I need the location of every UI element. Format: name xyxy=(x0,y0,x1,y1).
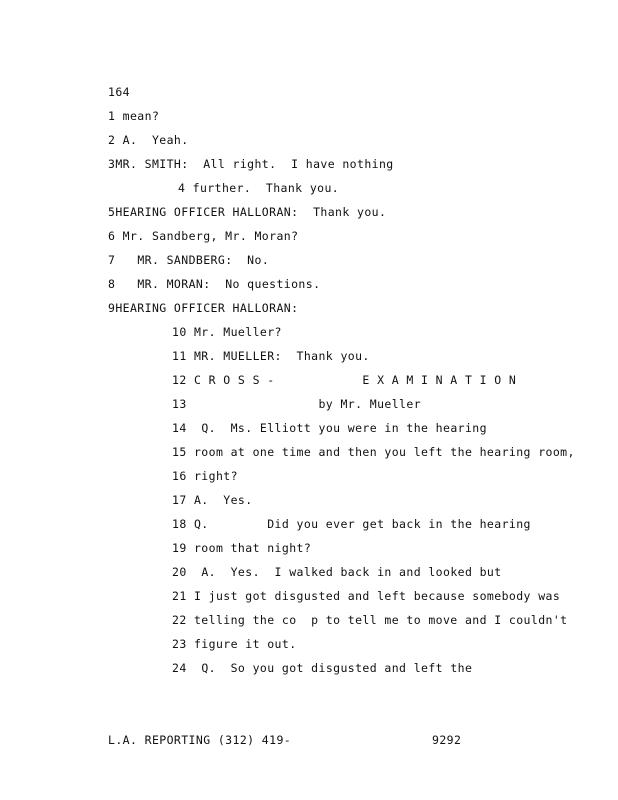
transcript-line-7: 7 MR. SANDBERG: No. xyxy=(108,253,270,267)
transcript-line-12: 12 C R O S S - E X A M I N A T I O N xyxy=(172,373,517,387)
footer-phone-suffix: 9292 xyxy=(432,733,462,747)
transcript-line-3: 3MR. SMITH: All right. I have nothing xyxy=(108,157,394,171)
transcript-line-8: 8 MR. MORAN: No questions. xyxy=(108,277,321,291)
transcript-line-9: 9HEARING OFFICER HALLORAN: xyxy=(108,301,299,315)
transcript-line-10: 10 Mr. Mueller? xyxy=(172,325,282,339)
transcript-line-16: 16 right? xyxy=(172,469,238,483)
transcript-line-19: 19 room that night? xyxy=(172,541,312,555)
transcript-line-23: 23 figure it out. xyxy=(172,637,297,651)
transcript-line-18: 18 Q. Did you ever get back in the hearing xyxy=(172,517,531,531)
transcript-line-1: 1 mean? xyxy=(108,109,160,123)
transcript-line-5: 5HEARING OFFICER HALLORAN: Thank you. xyxy=(108,205,387,219)
transcript-line-14: 14 Q. Ms. Elliott you were in the hearing xyxy=(172,421,487,435)
transcript-line-15: 15 room at one time and then you left the hearing room, xyxy=(172,445,575,459)
transcript-line-11: 11 MR. MUELLER: Thank you. xyxy=(172,349,370,363)
transcript-line-20: 20 A. Yes. I walked back in and looked but xyxy=(172,565,502,579)
transcript-line-21: 21 I just got disgusted and left because somebody was xyxy=(172,589,561,603)
transcript-line-24: 24 Q. So you got disgusted and left the xyxy=(172,661,473,675)
transcript-line-2: 2 A. Yeah. xyxy=(108,133,189,147)
page-number: 164 xyxy=(108,85,130,99)
transcript-line-22: 22 telling the co p to tell me to move and I couldn't xyxy=(172,613,568,627)
transcript-line-13: 13 by Mr. Mueller xyxy=(172,397,422,411)
transcript-line-6: 6 Mr. Sandberg, Mr. Moran? xyxy=(108,229,299,243)
footer-reporter: L.A. REPORTING (312) 419- xyxy=(108,733,292,747)
transcript-line-17: 17 A. Yes. xyxy=(172,493,253,507)
transcript-line-4: 4 further. Thank you. xyxy=(178,181,340,195)
